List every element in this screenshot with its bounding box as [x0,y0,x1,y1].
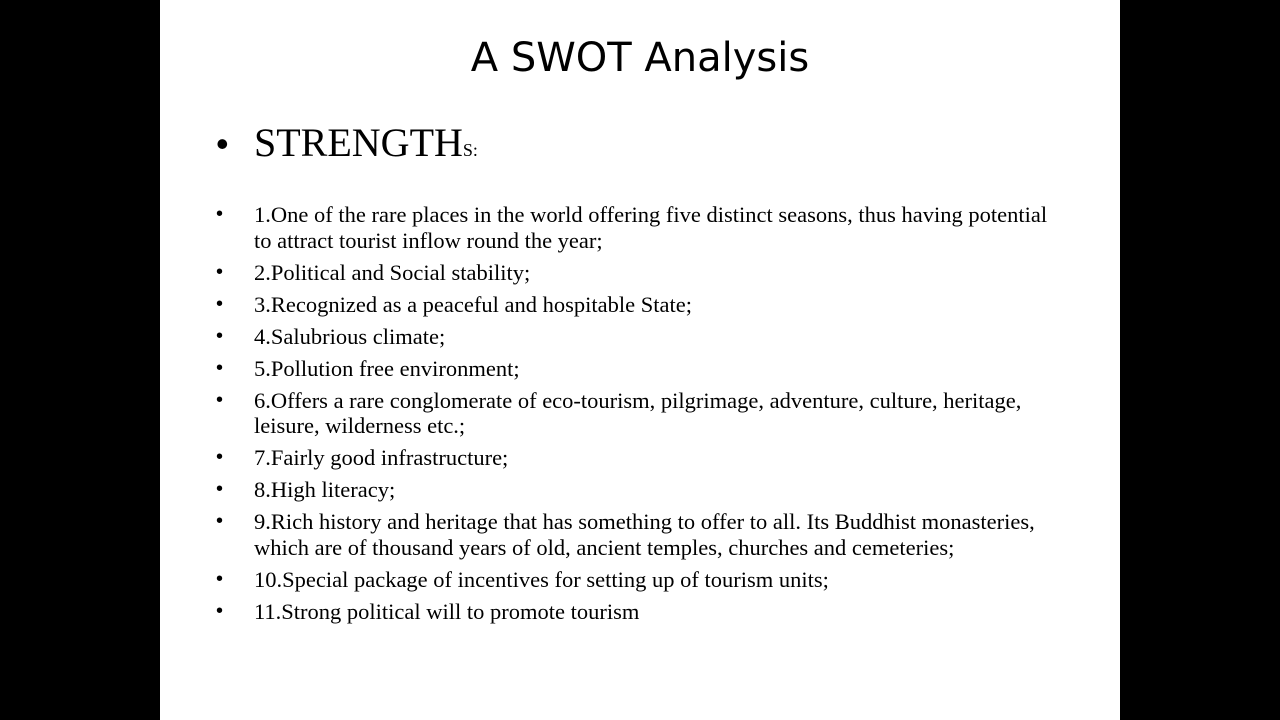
list-item [216,567,1066,593]
list-item-text: 6.Offers a rare conglomerate of eco-tourism, pilgrimage, adventure, culture, heritage, leisure, wilderness etc.; [254,387,1022,438]
strengths-list [216,202,1066,631]
bullet-icon: • [216,292,224,315]
list-item [216,202,1066,253]
list-item-text: 11.Strong political will to promote tourism [254,598,640,624]
section-heading-main: STRENGTH [254,120,463,165]
bullet-icon: • [216,260,224,283]
slide [160,0,1120,720]
list-item [216,599,1066,625]
list-item-text: 8.High literacy; [254,477,396,502]
list-item-text: 7.Fairly good infrastructure; [254,445,509,470]
list-item [216,356,1066,382]
list-item [216,477,1066,503]
slide-title: A SWOT Analysis [470,35,810,81]
list-item-text: 4.Salubrious climate; [254,323,446,349]
bullet-icon: • [216,446,224,468]
list-item [216,509,1066,560]
bullet-icon: • [216,123,229,164]
bullet-icon: • [216,510,224,532]
list-item-text: 5.Pollution free environment; [254,355,520,381]
bullet-icon: • [216,203,224,225]
list-item-text: 10.Special package of incentives for setting up of tourism units; [254,566,829,592]
section-heading-suffix: S: [462,140,478,160]
list-item-text: 1.One of the rare places in the world offering five distinct seasons, thus having potential to attract tourist inflow round the year; [254,202,1048,253]
bullet-icon: • [216,324,224,347]
list-item-text: 2.Political and Social stability; [254,259,531,285]
bullet-icon: • [216,599,224,622]
list-item [216,388,1066,439]
section-heading [216,118,478,175]
list-item-text: 9.Rich history and heritage that has something to offer to all. Its Buddhist monasteries, which are of thousand years of old, ancient temples, churches and cemeteries; [254,509,1035,560]
list-item-text: 3.Recognized as a peaceful and hospitable State; [254,291,692,317]
list-item [216,445,1066,471]
bullet-icon: • [216,478,224,500]
bullet-icon: • [216,567,224,590]
list-item [216,292,1066,318]
list-item [216,324,1066,350]
bullet-icon: • [216,388,224,411]
bullet-icon: • [216,356,224,379]
list-item [216,260,1066,286]
